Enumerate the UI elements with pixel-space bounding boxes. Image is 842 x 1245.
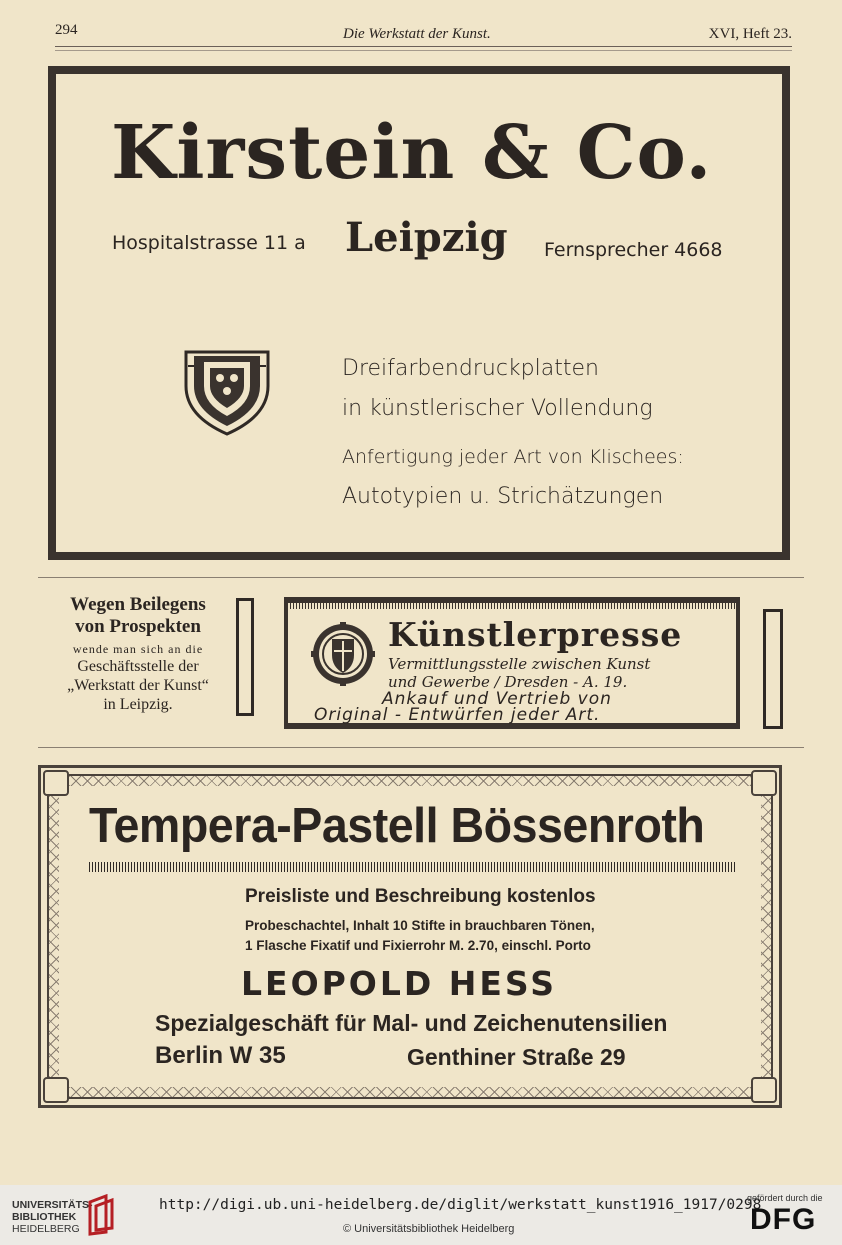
shield-logo-icon (184, 346, 270, 436)
kirstein-address: Hospitalstrasse 11 a (112, 232, 306, 254)
kirstein-line-4: Autotypien u. Strichätzungen (342, 484, 664, 509)
header-rule-thin (55, 50, 792, 51)
notice-line-3: wende man sich an die (72, 642, 204, 656)
dfg-logo: DFG (750, 1203, 817, 1236)
section-divider (38, 577, 804, 578)
leopold-hess-name: LEOPOLD HESS (241, 964, 557, 1003)
corner-ornament-bl (43, 1077, 69, 1103)
kp-line-1: Vermittlungsstelle zwischen Kunst (388, 655, 651, 673)
kp-line-2: und Gewerbe / Dresden - A. 19. (388, 673, 628, 691)
library-line-1: UNIVERSITÄTS- (12, 1199, 93, 1211)
corner-ornament-br (751, 1077, 777, 1103)
library-logo-icon (86, 1194, 114, 1236)
library-name (12, 1199, 93, 1235)
library-line-3: HEIDELBERG (12, 1223, 80, 1235)
running-header (0, 22, 842, 44)
tempera-line-4: Spezialgeschäft für Mal- und Zeichenutensilien (155, 1010, 668, 1036)
tempera-street: Genthiner Straße 29 (407, 1044, 626, 1070)
frame-band-top (69, 776, 751, 786)
tempera-line-1: Preisliste und Beschreibung kostenlos (245, 886, 596, 907)
stripe-rule (89, 862, 737, 872)
permalink-url[interactable]: http://digi.ub.uni-heidelberg.de/diglit/werkstatt_kunst1916_1917/0298 (159, 1197, 762, 1213)
kirstein-company-name: Kirstein & Co. (111, 110, 713, 196)
kp-panel (292, 609, 732, 725)
kuenstlerpresse-advertisement (284, 597, 740, 729)
library-line-2: BIBLIOTHEK (12, 1211, 77, 1223)
tempera-line-2: Probeschachtel, Inhalt 10 Stifte in brauchbaren Tönen, (245, 918, 595, 933)
section-divider-2 (38, 747, 804, 748)
kirstein-line-3: Anfertigung jeder Art von Klischees: (342, 446, 684, 468)
kirstein-advertisement (48, 66, 790, 560)
issue-label: XVI, Heft 23. (708, 26, 792, 42)
funding-caption: gefördert durch die (747, 1193, 823, 1203)
kp-border-left (284, 603, 288, 723)
digitization-footer (0, 1185, 842, 1245)
notice-line-1: Wegen Beilegens (70, 594, 206, 615)
frame-band-right (761, 796, 771, 1077)
notice-line-2: von Prospekten (75, 616, 201, 637)
bracket-ornament-right (763, 609, 783, 729)
kirstein-phone: Fernsprecher 4668 (544, 239, 723, 261)
kp-border-right (736, 603, 740, 723)
kirstein-line-1: Dreifarbendruckplatten (342, 356, 599, 381)
kirstein-city: Leipzig (345, 214, 508, 261)
notice-line-4: Geschäftsstelle der (77, 658, 199, 675)
kp-line-3: Ankauf und Vertrieb von (382, 689, 612, 709)
journal-title: Die Werkstatt der Kunst. (343, 26, 491, 42)
tempera-pastell-advertisement (38, 765, 782, 1108)
notice-line-6: in Leipzig. (103, 696, 173, 713)
prospectus-notice (40, 594, 236, 714)
frame-band-left (49, 796, 59, 1077)
kuenstlerpresse-title: Künstlerpresse (388, 615, 683, 654)
corner-ornament-tl (43, 770, 69, 796)
bracket-ornament (236, 598, 254, 716)
gear-emblem-icon (310, 621, 376, 687)
tempera-title: Tempera-Pastell Bössenroth (89, 799, 705, 853)
page-number: 294 (55, 22, 78, 38)
kirstein-line-2: in künstlerischer Vollendung (342, 396, 653, 421)
tempera-city: Berlin W 35 (155, 1042, 286, 1069)
tempera-line-3: 1 Flasche Fixatif und Fixierrohr M. 2.70, einschl. Porto (245, 938, 591, 953)
header-rule (55, 46, 792, 47)
frame-band-bottom (69, 1087, 751, 1097)
kp-line-4: Original - Entwürfen jeder Art. (314, 705, 601, 725)
copyright-notice: © Universitätsbibliothek Heidelberg (343, 1223, 515, 1235)
corner-ornament-tr (751, 770, 777, 796)
notice-line-5: „Werkstatt der Kunst“ (67, 677, 209, 694)
